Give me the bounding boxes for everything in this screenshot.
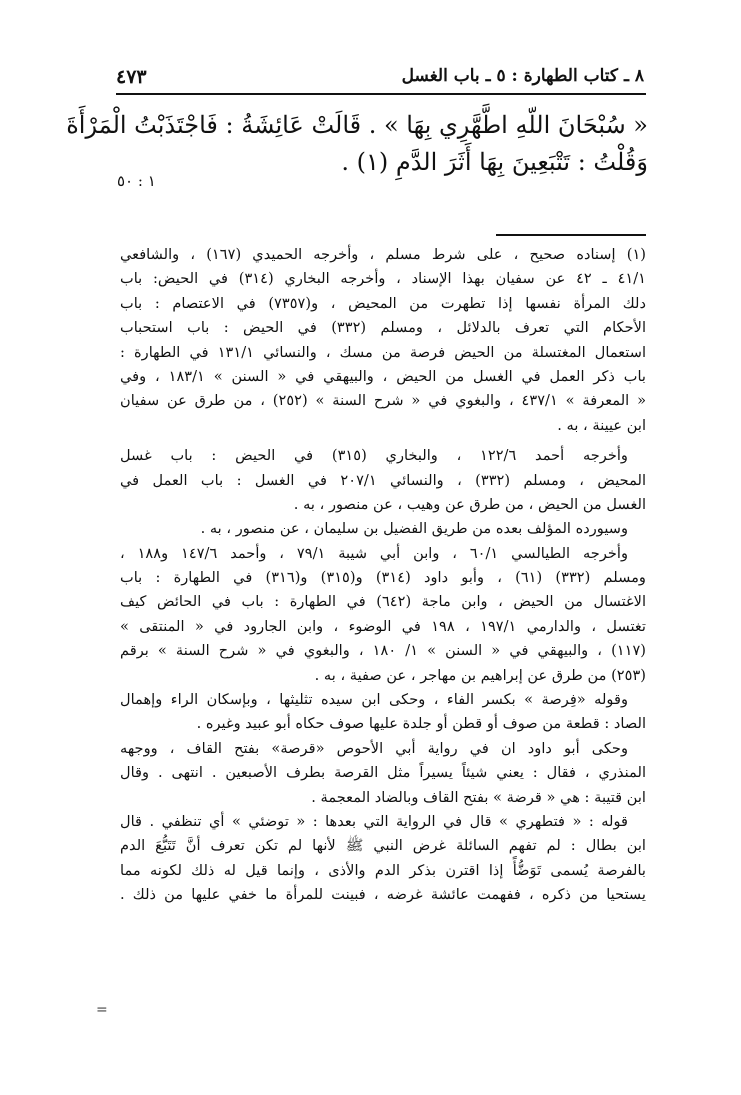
footnote-line: بالفرصة يُسمى تَوَضُّأً إذا اقترن بذكر الدم والأذى ، وإنما قيل له ذلك لكونه مما — [120, 861, 646, 879]
footnote-line: تغتسل ، والدارمي ١٩٧/١ ، ١٩٨ في الوضوء ، وابن الجارود في « المنتقى » — [120, 617, 646, 635]
footnote-line: ٤١/١ ـ ٤٢ عن سفيان بهذا الإسناد ، وأخرجه البخاري (٣١٤) في الحيض: باب — [120, 270, 646, 288]
footnote-divider — [496, 234, 646, 236]
footnote-line: ابن عيينة ، به . — [557, 416, 646, 434]
main-text — [66, 108, 648, 182]
footnote-line: وحكى أبو داود ان في رواية أبي الأحوص «قرصة» بفتح القاف ، ووجهه — [120, 739, 628, 757]
footnote-line: الغسل من الحيض ، من طرق عن وهيب ، عن منصور ، به . — [293, 495, 646, 513]
footnote-line: ومسلم (٣٣٢) (٦١) ، وأبو داود (٣١٤) و(٣١٥) و(٣١٦) في الطهارة : باب — [120, 569, 646, 587]
running-header — [116, 62, 644, 92]
footnote-line: وسيورده المؤلف بعده من طريق الفضيل بن سليمان ، عن منصور ، به . — [200, 520, 628, 538]
footnote-line: (١١٧) ، والبيهقي في « السنن » ١/ ١٨٠ ، والبغوي في « شرح السنة » برقم — [120, 642, 646, 660]
footnote-line: الأحكام التي تعرف بالدلائل ، ومسلم (٣٣٢) في الحيض : باب استحباب — [120, 319, 646, 337]
footnote-line: المنذري ، فقال : يعني شيئاً يسيراً مثل القرصة بطرف الأصبعين . انتهى . وقال — [120, 764, 646, 782]
footnote-line: وأخرجه الطيالسي ٦٠/١ ، وابن أبي شيبة ٧٩/١ ، وأحمد ١٤٧/٦ و١٨٨ ، — [120, 544, 628, 562]
footnote-line: وقوله «فِرصة » بكسر الفاء ، وحكى ابن سيده تثليثها ، وبإسكان الراء وإهمال — [120, 691, 628, 709]
footnote-line: باب ذكر العمل في الغسل من الحيض ، والبيهقي في « السنن » ١٨٣/١ ، وفي — [120, 367, 646, 385]
page-number: ٤٧٣ — [116, 66, 147, 88]
footnote-line: المحيض ، ومسلم (٣٣٢) ، والنسائي ٢٠٧/١ في الغسل : باب العمل في — [120, 471, 647, 489]
footnote-line: (١) إسناده صحيح ، على شرط مسلم ، وأخرجه الحميدي (١٦٧) ، والشافعي — [120, 246, 646, 263]
footnote-line: « المعرفة » ٤٣٧/١ ، والبغوي في « شرح السنة » (٢٥٢) ، من طرق عن سفيان — [120, 392, 646, 410]
main-line: « سُبْحَانَ اللّهِ اطَّهَّرِي بِهَا » . قَالَتْ عَائِشَةُ : فَاجْتَذَبْتُ الْمَرْأَةَ — [66, 111, 648, 139]
main-line: وَقُلْتُ : تَتْبَعِينَ بِهَا أَثَرَ الدَّمِ (١) . — [341, 148, 648, 176]
chapter-title: ٨ ـ كتاب الطهارة : ٥ ـ باب الغسل — [401, 66, 644, 86]
hadith-reference: ١ : ٥٠ — [117, 172, 156, 190]
footnote-line: (٢٥٣) من طرق عن إبراهيم بن مهاجر ، عن صفية ، به . — [314, 666, 646, 684]
footnote-line: دلك المرأة نفسها إذا تطهرت من المحيض ، و(٧٣٥٧) في الاعتصام : باب — [120, 294, 646, 312]
footnote-line: ابن قتيبة : هي « قرضة » بفتح القاف وبالضاد المعجمة . — [311, 788, 646, 806]
footnote-line: وأخرجه أحمد ١٢٢/٦ ، والبخاري (٣١٥) في الحيض : باب غسل — [120, 447, 628, 465]
footnote-line: استعمال المغتسلة من الحيض فرصة من مسك ، والنسائي ١٣١/١ في الطهارة : — [120, 343, 646, 361]
footnote-line: قوله : « فتطهري » قال في الرواية التي بعدها : « توضئي » أي تنظفي . قال — [120, 812, 628, 830]
footnote-line: الصاد : قطعة من صوف أو قطن أو جلدة عليها صوف حكاه أبو عبيد وغيره . — [196, 715, 646, 733]
header-divider — [116, 93, 646, 95]
margin-mark: = — [96, 1002, 108, 1018]
footnotes — [120, 244, 646, 909]
footnote-line: الاغتسال من الحيض ، وابن ماجة (٦٤٢) في الطهارة : باب في الحائض كيف — [120, 593, 647, 611]
footnote-line: ابن بطال : لم تفهم السائلة غرض النبي ﷺ لأنها لم تكن تعرف أنَّ تَتَبُّعَ الدم — [120, 837, 646, 855]
footnote-line: يستحيا من ذكره ، ففهمت عائشة غرضه ، فبينت للمرأة ما خفي عليها من ذلك . — [120, 886, 646, 904]
